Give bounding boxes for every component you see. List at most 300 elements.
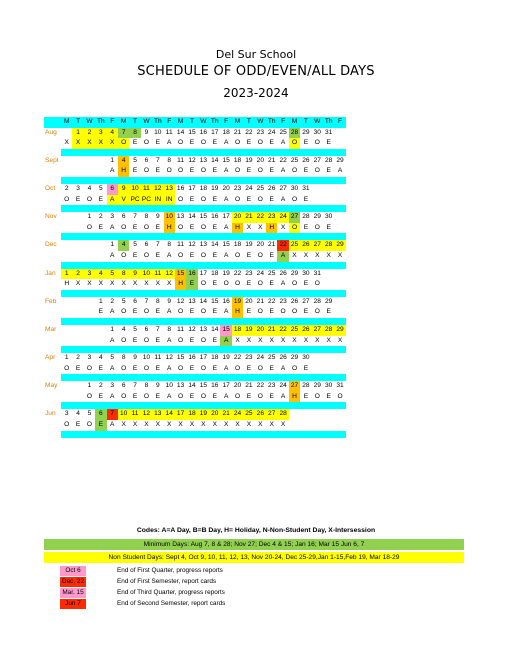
date-cell: 30 <box>313 128 321 136</box>
date-cell: 4 <box>118 240 129 251</box>
date-cell: 27 <box>279 184 287 192</box>
weekday-header: F <box>107 117 118 128</box>
month-separator <box>44 431 346 438</box>
date-cell: 19 <box>245 156 253 164</box>
day-code-cell: A <box>223 167 229 175</box>
date-cell: 3 <box>95 128 106 139</box>
date-cell: 19 <box>211 184 219 192</box>
day-code-cell: A <box>167 308 172 316</box>
day-code-cell: O <box>314 280 320 288</box>
date-cell: 11 <box>154 354 162 362</box>
date-cell: 8 <box>155 297 160 305</box>
date-cell: 13 <box>176 213 185 221</box>
month-dates-row <box>44 212 346 223</box>
day-code-cell: A <box>223 308 229 316</box>
day-code-cell: E <box>132 251 138 259</box>
day-code-cell: H <box>266 223 277 234</box>
weekday-header: F <box>277 117 288 128</box>
day-code-cell: E <box>189 364 195 372</box>
day-code-cell: O <box>86 195 93 203</box>
separator-bar <box>61 205 346 212</box>
date-cell: 27 <box>302 297 310 305</box>
day-code-cell: A <box>280 139 286 147</box>
day-code-cell: X <box>258 336 263 344</box>
day-code-cell <box>334 279 345 290</box>
date-cell: 10 <box>142 354 151 362</box>
month-label-spacer <box>44 279 61 290</box>
day-code-cell: O <box>118 138 129 149</box>
date-cell <box>334 353 345 364</box>
date-cell: 25 <box>268 354 276 362</box>
month-codes-row <box>44 166 346 177</box>
month-separator <box>44 402 346 409</box>
date-cell: 13 <box>164 184 175 195</box>
day-code-cell: E <box>98 223 104 231</box>
day-code-cell: E <box>303 308 309 316</box>
day-code-cell: O <box>223 280 229 288</box>
date-cell: 13 <box>176 382 185 390</box>
day-code-cell <box>95 336 106 347</box>
day-code-cell: O <box>291 364 298 372</box>
date-cell: 9 <box>155 213 160 221</box>
day-code-cell: E <box>246 195 252 203</box>
date-cell <box>334 269 345 280</box>
day-code-cell: E <box>269 251 274 259</box>
date-cell: 28 <box>277 409 288 420</box>
day-code-cell: E <box>132 364 138 372</box>
month-label: May <box>45 382 58 390</box>
legend-description: End of First Quarter, progress reports <box>117 567 223 574</box>
date-cell: 31 <box>313 269 321 277</box>
date-cell: 13 <box>152 409 163 420</box>
day-code-cell: A <box>167 364 172 372</box>
date-cell: 12 <box>152 184 163 195</box>
day-code-cell: O <box>257 364 263 372</box>
date-cell: 28 <box>302 382 310 390</box>
date-cell: 29 <box>325 297 333 305</box>
date-cell: 16 <box>186 269 197 280</box>
separator-bar <box>61 233 346 240</box>
day-code-cell: X <box>132 280 138 288</box>
day-code-cell: O <box>121 364 127 372</box>
day-code-cell: H <box>64 280 70 288</box>
date-cell: 27 <box>312 240 323 251</box>
day-code-cell: O <box>291 167 298 175</box>
date-cell: 27 <box>266 409 277 420</box>
date-cell: 28 <box>313 297 321 305</box>
date-cell: 2 <box>110 297 115 305</box>
day-code-cell: E <box>303 364 309 372</box>
date-cell <box>323 269 334 280</box>
day-code-cell: E <box>326 392 331 400</box>
date-cell: 25 <box>268 269 276 277</box>
weekday-header: W <box>312 117 323 128</box>
day-code-cell: E <box>326 139 331 147</box>
day-code-cell <box>72 392 83 403</box>
date-cell: 7 <box>133 382 137 390</box>
date-cell: 21 <box>266 325 277 336</box>
date-cell: 16 <box>176 184 185 192</box>
day-code-cell: O <box>200 223 206 231</box>
date-cell: 3 <box>87 354 92 362</box>
month-label-spacer <box>44 251 61 262</box>
day-code-cell: E <box>155 167 161 175</box>
minimum-days-bar: Minimum Days: Aug 7, 8 & 28; Nov 27; Dec 4 & 15; Jan 16; Mar 15 Jun 6, 7 <box>44 539 464 550</box>
day-code-cell: E <box>246 364 252 372</box>
day-code-cell: O <box>257 280 263 288</box>
day-code-cell <box>72 307 83 318</box>
month-label: Nov <box>45 213 57 221</box>
date-cell: 18 <box>233 241 242 249</box>
date-cell: 1 <box>110 156 115 164</box>
day-code-cell: A <box>277 251 288 262</box>
weekday-header: Th <box>95 117 106 128</box>
date-cell: 8 <box>167 241 172 249</box>
date-cell: 23 <box>256 128 264 136</box>
day-code-cell: O <box>121 308 127 316</box>
day-code-cell <box>334 364 345 375</box>
date-cell: 8 <box>144 382 149 390</box>
day-code-cell: X <box>72 138 83 149</box>
date-cell: 19 <box>243 325 254 336</box>
day-code-cell: X <box>303 251 309 259</box>
date-cell: 26 <box>279 269 287 277</box>
date-cell: 2 <box>84 128 95 139</box>
date-cell <box>72 240 83 251</box>
day-code-cell: E <box>132 336 138 344</box>
date-cell: 12 <box>188 241 196 249</box>
date-cell: 29 <box>334 325 345 336</box>
day-code-cell <box>334 138 345 149</box>
day-code-cell: A <box>223 139 229 147</box>
date-cell: 8 <box>129 128 140 139</box>
day-code-cell: X <box>132 421 138 429</box>
date-cell <box>84 297 95 308</box>
date-cell <box>84 156 95 167</box>
date-cell: 8 <box>167 156 172 164</box>
date-cell: 22 <box>279 156 287 164</box>
day-code-cell: E <box>155 364 161 372</box>
day-code-cell: O <box>143 308 149 316</box>
date-cell: 12 <box>141 409 152 420</box>
day-code-cell: O <box>200 251 206 259</box>
day-code-cell: A <box>223 392 229 400</box>
day-code-cell: X <box>212 421 217 429</box>
date-cell: 23 <box>245 354 253 362</box>
date-cell: 9 <box>118 184 129 195</box>
date-cell: 2 <box>64 184 69 192</box>
month-label: Aug <box>45 128 57 136</box>
date-cell <box>95 156 106 167</box>
date-cell: 15 <box>211 297 219 305</box>
month-label-spacer <box>44 195 61 206</box>
day-code-cell: E <box>98 392 104 400</box>
day-code-cell: H <box>232 223 243 234</box>
day-code-cell: X <box>326 336 331 344</box>
date-cell: 27 <box>289 381 300 392</box>
date-cell: 15 <box>199 213 208 221</box>
date-cell: 14 <box>211 156 219 164</box>
date-cell: 31 <box>336 382 344 390</box>
day-code-cell: A <box>280 280 286 288</box>
day-code-cell: X <box>303 336 309 344</box>
date-cell: 5 <box>121 297 126 305</box>
date-cell <box>300 409 311 420</box>
date-cell <box>61 156 72 167</box>
day-code-cell: O <box>86 364 93 372</box>
separator-bar <box>61 177 346 184</box>
date-cell: 22 <box>268 297 276 305</box>
day-code-cell: X <box>292 251 297 259</box>
date-cell: 20 <box>222 184 230 192</box>
date-cell: 15 <box>220 325 231 336</box>
month-separator <box>44 290 346 297</box>
date-cell: 7 <box>144 297 149 305</box>
day-code-cell: A <box>223 195 229 203</box>
day-code-cell: X <box>223 421 229 429</box>
date-cell: 3 <box>84 269 95 280</box>
day-code-cell: O <box>64 421 70 429</box>
separator-bar <box>61 318 346 325</box>
date-cell: 2 <box>99 213 103 221</box>
month-label-spacer <box>44 166 61 177</box>
day-code-cell: O <box>289 138 300 149</box>
date-cell: 4 <box>121 325 126 333</box>
date-cell: 15 <box>222 241 230 249</box>
weekday-header: T <box>129 117 140 128</box>
date-cell: 23 <box>245 269 253 277</box>
date-cell: 31 <box>325 128 333 136</box>
day-code-cell: X <box>178 421 183 429</box>
date-cell: 7 <box>155 156 160 164</box>
day-code-cell <box>323 195 334 206</box>
date-cell: 30 <box>302 269 310 277</box>
day-code-cell: X <box>84 138 95 149</box>
date-cell: 17 <box>222 382 230 390</box>
month-separator <box>44 262 346 269</box>
date-cell: 30 <box>290 184 299 192</box>
day-code-cell: A <box>167 336 172 344</box>
legend-date-swatch: Jun 7 <box>60 599 86 609</box>
date-cell <box>72 381 83 392</box>
date-cell: 29 <box>290 269 299 277</box>
date-cell: 16 <box>199 128 208 136</box>
date-cell: 18 <box>186 409 197 420</box>
weekday-header: Th <box>266 117 277 128</box>
day-code-cell: E <box>269 364 274 372</box>
day-code-cell: E <box>75 421 81 429</box>
date-cell: 9 <box>133 354 137 362</box>
date-cell: 14 <box>211 241 219 249</box>
day-code-cell: X <box>315 251 320 259</box>
date-cell <box>334 409 345 420</box>
date-cell: 17 <box>211 128 219 136</box>
date-cell: 20 <box>209 409 220 420</box>
day-code-cell <box>61 166 72 177</box>
day-code-cell: X <box>155 421 161 429</box>
date-cell: 11 <box>177 241 185 249</box>
day-code-cell: E <box>303 139 309 147</box>
date-cell: 4 <box>118 156 129 167</box>
date-cell: 9 <box>167 297 172 305</box>
date-cell: 22 <box>256 382 264 390</box>
month-label: Sept <box>45 156 59 164</box>
date-cell <box>95 325 106 336</box>
date-cell: 26 <box>302 156 310 164</box>
day-code-cell: O <box>314 392 320 400</box>
day-code-cell: E <box>303 280 309 288</box>
date-cell: 26 <box>255 409 266 420</box>
month-codes-row <box>44 420 346 431</box>
date-cell: 6 <box>95 409 106 420</box>
day-code-cell: O <box>280 308 286 316</box>
date-cell: 22 <box>245 128 253 136</box>
day-code-cell: O <box>200 195 206 203</box>
date-cell: 7 <box>155 325 160 333</box>
day-code-cell: H <box>289 392 300 403</box>
day-code-cell: X <box>280 421 286 429</box>
day-code-cell: O <box>143 251 149 259</box>
day-code-cell: X <box>315 336 320 344</box>
day-code-cell: E <box>75 364 81 372</box>
day-code-cell <box>84 251 95 262</box>
date-cell <box>95 240 106 251</box>
date-cell <box>72 325 83 336</box>
day-code-cell: X <box>87 280 92 288</box>
day-code-cell: E <box>98 195 104 203</box>
date-cell: 27 <box>289 212 300 223</box>
day-code-cell: O <box>143 139 149 147</box>
weekday-header: Th <box>323 117 334 128</box>
date-cell: 29 <box>334 240 345 251</box>
date-cell: 10 <box>164 212 175 223</box>
date-cell: 7 <box>155 241 160 249</box>
day-code-cell: X <box>326 251 331 259</box>
date-cell: 3 <box>110 382 115 390</box>
day-code-cell: O <box>314 308 320 316</box>
day-code-cell: E <box>269 392 274 400</box>
date-cell: 13 <box>199 241 208 249</box>
day-code-cell: IN <box>152 195 163 206</box>
date-cell <box>61 297 72 308</box>
date-cell: 11 <box>177 325 185 333</box>
weekday-header: M <box>289 117 300 128</box>
day-code-cell: O <box>121 392 127 400</box>
legend-date-swatch: Mar. 15 <box>60 588 86 598</box>
date-cell <box>312 353 323 364</box>
date-cell: 13 <box>199 156 208 164</box>
date-cell: 24 <box>279 382 287 390</box>
separator-bar <box>61 290 346 297</box>
date-cell: 1 <box>87 213 92 221</box>
day-code-cell: O <box>234 392 241 400</box>
weekday-header: F <box>164 117 175 128</box>
date-cell: 24 <box>256 354 264 362</box>
date-cell: 7 <box>107 409 118 420</box>
day-code-cell: O <box>234 280 241 288</box>
day-code-cell <box>72 223 83 234</box>
date-cell: 11 <box>165 128 173 136</box>
date-cell: 6 <box>121 213 126 221</box>
date-cell: 2 <box>99 382 103 390</box>
day-code-cell: H <box>175 279 186 290</box>
day-code-cell: O <box>121 251 127 259</box>
day-code-cell: E <box>212 195 217 203</box>
day-code-cell <box>312 195 323 206</box>
day-code-cell <box>323 420 334 431</box>
weekday-header: M <box>118 117 129 128</box>
month-label: Jun <box>45 410 56 418</box>
day-code-cell: X <box>337 251 343 259</box>
day-code-cell: O <box>121 336 127 344</box>
day-code-cell: X <box>107 138 118 149</box>
day-code-cell: E <box>132 167 138 175</box>
day-code-cell: O <box>64 195 70 203</box>
month-separator <box>44 346 346 353</box>
month-label: Mar <box>45 325 57 333</box>
date-cell: 15 <box>176 354 185 362</box>
date-cell: 18 <box>199 184 208 192</box>
date-cell: 17 <box>175 409 186 420</box>
date-cell: 6 <box>144 156 149 164</box>
date-cell: 1 <box>72 128 83 139</box>
day-code-cell: E <box>303 223 309 231</box>
day-code-cell: A <box>223 251 229 259</box>
day-code-cell: X <box>235 336 240 344</box>
date-cell: 4 <box>107 128 118 139</box>
day-code-cell: H <box>118 166 129 177</box>
day-code-cell <box>61 336 72 347</box>
day-code-cell: X <box>269 421 274 429</box>
day-code-cell: O <box>234 251 241 259</box>
day-code-cell <box>61 307 72 318</box>
date-cell: 15 <box>199 382 208 390</box>
date-cell: 20 <box>256 241 264 249</box>
day-code-cell: E <box>212 336 217 344</box>
date-cell: 21 <box>220 409 231 420</box>
date-cell <box>72 212 83 223</box>
day-code-cell: E <box>303 195 309 203</box>
day-code-cell: E <box>212 280 217 288</box>
day-code-cell: E <box>155 336 161 344</box>
date-cell: 25 <box>279 128 287 136</box>
date-cell <box>334 297 345 308</box>
date-cell: 19 <box>222 269 230 277</box>
date-cell: 2 <box>76 354 80 362</box>
day-code-cell: O <box>143 364 149 372</box>
day-code-cell: E <box>189 223 195 231</box>
date-cell: 24 <box>232 409 243 420</box>
date-cell: 14 <box>211 325 219 333</box>
day-code-cell: A <box>280 392 286 400</box>
day-code-cell: A <box>280 364 286 372</box>
separator-spacer <box>44 205 61 212</box>
separator-spacer <box>44 346 61 353</box>
date-cell: 22 <box>277 240 288 251</box>
day-code-cell: X <box>280 336 286 344</box>
month-label: Feb <box>45 297 57 305</box>
month-separator <box>44 205 346 212</box>
day-code-cell <box>300 420 311 431</box>
day-code-cell: O <box>178 223 184 231</box>
date-cell: 17 <box>222 213 230 221</box>
separator-bar <box>61 374 346 381</box>
date-cell: 25 <box>256 184 264 192</box>
day-code-cell: O <box>314 139 320 147</box>
date-cell: 3 <box>76 184 80 192</box>
date-cell: 16 <box>211 213 219 221</box>
schedule-title: SCHEDULE OF ODD/EVEN/ALL DAYS <box>137 64 375 79</box>
